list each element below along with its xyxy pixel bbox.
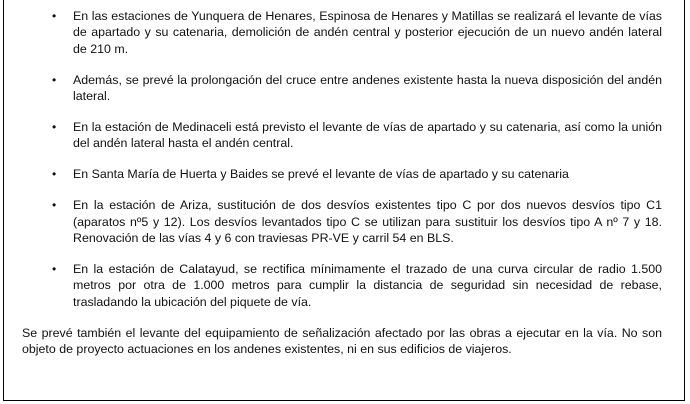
list-item-text: Además, se prevé la prolongación del cruce entre andenes existente hasta la nueva disposición del andén lateral. [73,72,662,104]
list-item [22,197,662,246]
list-item-text: En las estaciones de Yunquera de Henares, Espinosa de Henares y Matillas se realizará el levante de vías de apartado y su catenaria, demolición de andén central y posterior ejecución de un nuevo andén lateral de 210 m. [73,9,662,56]
list-item [22,119,662,152]
list-item [22,166,662,182]
list-item-text: En la estación de Medinaceli está previsto el levante de vías de apartado y su catenaria, así como la unión del andén lateral hasta el andén central. [73,120,662,151]
bullet-icon: • [52,167,57,182]
bullet-icon: • [52,261,57,276]
list-item-text: En Santa María de Huerta y Baides se prevé el levante de vías de apartado y su catenaria [73,167,569,182]
list-item-text: En la estación de Calatayud, se rectifica mínimamente el trazado de una curva circular de radio 1.500 metros por otra de 1.000 metros para cumplir la distancia de seguridad sin necesidad de rebase, trasladando la ubicación del piquete de vía. [73,261,662,309]
list-item [22,261,662,310]
bullet-icon: • [52,72,57,87]
list-item [22,8,662,57]
bullet-icon: • [52,198,57,213]
document-body [22,8,662,358]
bullet-icon: • [52,9,57,23]
list-item [22,72,662,105]
closing-paragraph: Se prevé también el levante del equipamiento de señalización afectado por las obras a ejecutar en la vía. No son objeto de proyecto actuaciones en los andenes existentes, ni en sus edificios de viajeros. [22,325,662,357]
list-item-text: En la estación de Ariza, sustitución de dos desvíos existentes tipo C por dos nuevos desvíos tipo C1 (aparatos nº5 y 12). Los desvíos levantados tipo C se utilizan para sustituir los desvíos tipo A nº 7 y 18. Renovación de las vías 4 y 6 con traviesas PR-VE y carril 54 en BLS. [73,198,662,246]
bullet-icon: • [52,120,57,135]
